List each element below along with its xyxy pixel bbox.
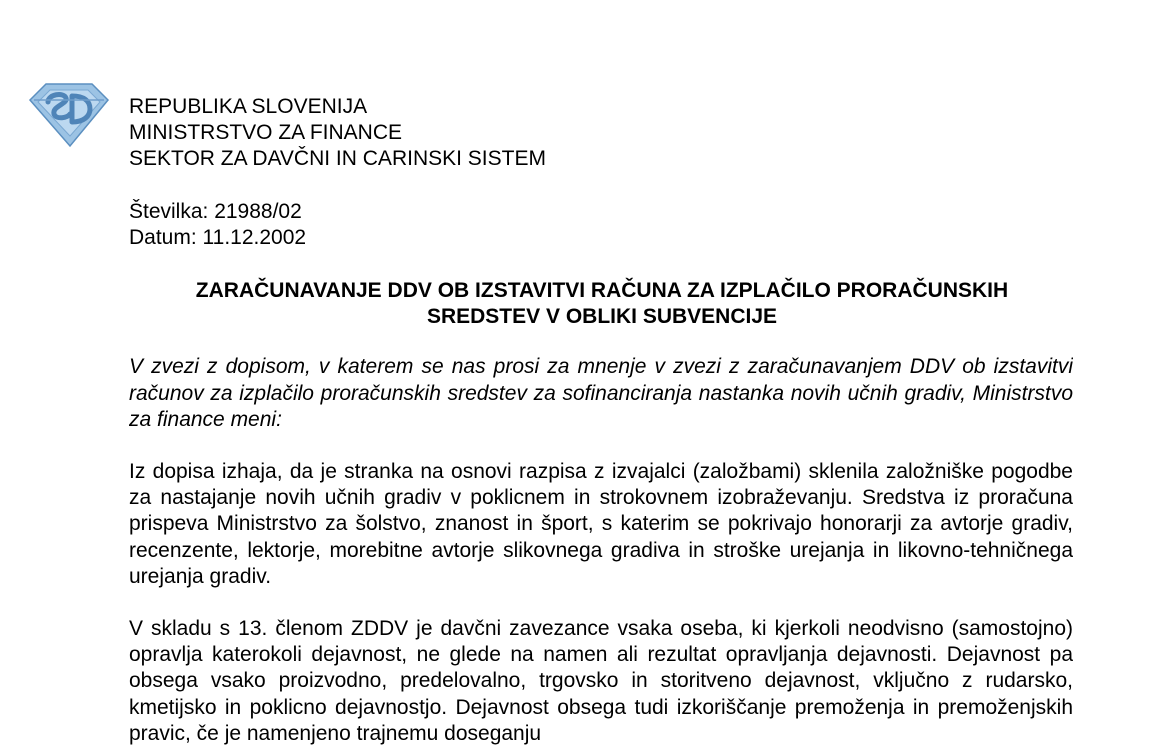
header-sector: SEKTOR ZA DAVČNI IN CARINSKI SISTEM <box>129 147 546 171</box>
document-meta <box>129 199 1073 251</box>
document-number: Številka: 21988/02 <box>129 199 302 223</box>
sender-header <box>129 94 1073 173</box>
body-paragraph-2: V skladu s 13. členom ZDDV je davčni zavezance vsaka oseba, ki kjerkoli neodvisno (samostojno) opravlja katerokoli dejavnost, ne glede na namen ali rezultat opravljanja dejavnosti. Dejavnost pa obsega vsako proizvodno, predelovalno, trgovsko in storitveno dejavnost, vključno z rudarsko, kmetijsko in poklicno dejavnostjo. Dejavnost obsega tudi izkoriščanje premoženja in premoženjskih pravic, če je namenjeno trajnemu doseganju <box>129 617 1073 745</box>
title-line-1: ZARAČUNAVANJE DDV OB IZSTAVITVI RAČUNA ZA IZPLAČILO PRORAČUNSKIH <box>195 279 1009 303</box>
ministry-logo <box>26 78 112 150</box>
intro-paragraph: V zvezi z dopisom, v katerem se nas prosi za mnenje v zvezi z zaračunavanjem DDV ob izstavitvi računov za izplačilo proračunskih sredstev za sofinanciranja nastanka novih učnih gradiv, Ministrstvo za finance meni: <box>129 355 1073 431</box>
header-country: REPUBLIKA SLOVENIJA <box>129 95 368 118</box>
document-page <box>129 94 1073 747</box>
title-line-2: SREDSTEV V OBLIKI SUBVENCIJE <box>426 305 778 329</box>
header-ministry: MINISTRSTVO ZA FINANCE <box>129 121 403 145</box>
document-title <box>129 278 1073 330</box>
document-date: Datum: 11.12.2002 <box>129 225 307 249</box>
body-paragraph-1: Iz dopisa izhaja, da je stranka na osnovi razpisa z izvajalci (založbami) sklenila založniške pogodbe za nastajanje novih učnih gradiv v poklicnem in strokovnem izobraževanju. Sredstva iz proračuna prispeva Ministrstvo za šolstvo, znanost in šport, s katerim se pokrivajo honorarji za avtorje gradiv, recenzente, lektorje, morebitne avtorje slikovnega gradiva in stroške urejanja in likovno-tehničnega urejanja gradiv. <box>129 460 1073 588</box>
